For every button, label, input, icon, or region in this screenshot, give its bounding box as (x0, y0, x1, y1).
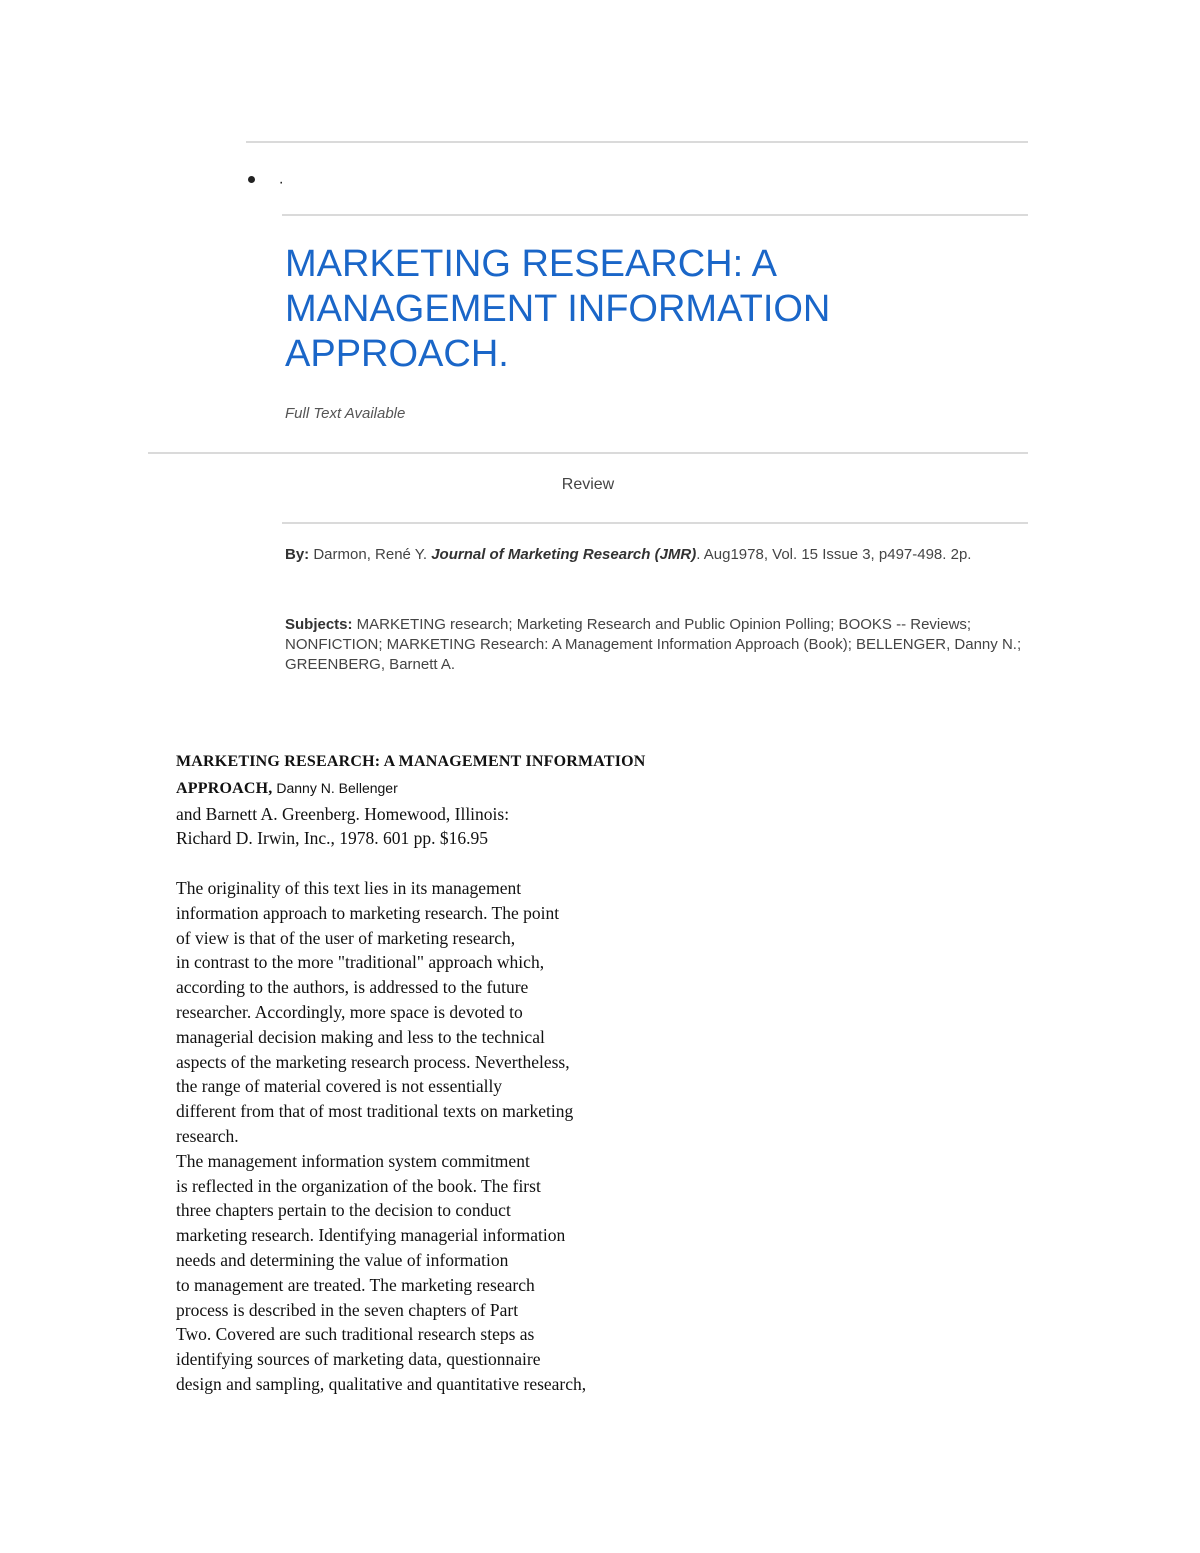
divider-doc-type (148, 452, 1028, 454)
body-line: The management information system commitment (176, 1150, 530, 1171)
body-line: is reflected in the organization of the book. The first (176, 1175, 541, 1196)
citation-details: . Aug1978, Vol. 15 Issue 3, p497-498. 2p. (696, 546, 972, 563)
article-body (176, 876, 796, 1397)
divider-top (246, 141, 1028, 143)
divider-title-top (282, 214, 1028, 216)
article-text (176, 750, 796, 1397)
body-line: managerial decision making and less to the technical (176, 1026, 545, 1047)
article-heading-line-1: MARKETING RESEARCH: A MANAGEMENT INFORMATION (176, 753, 646, 770)
body-line: design and sampling, qualitative and quantitative research, (176, 1373, 587, 1394)
body-line: the range of material covered is not essentially (176, 1076, 503, 1097)
citation-block (285, 545, 1025, 565)
record-title-link[interactable]: MARKETING RESEARCH: A MANAGEMENT INFORMATION APPROACH. (285, 243, 831, 375)
body-line: information approach to marketing research. The point (176, 902, 560, 923)
author-name: Darmon, René Y. (309, 546, 432, 563)
body-line: process is described in the seven chapters of Part (176, 1299, 519, 1320)
body-line: needs and determining the value of information (176, 1249, 509, 1270)
body-line: Two. Covered are such traditional research steps as (176, 1324, 535, 1345)
result-index: . (279, 170, 284, 188)
body-line: marketing research. Identifying managerial information (176, 1225, 566, 1246)
body-line: in contrast to the more "traditional" approach which, (176, 952, 545, 973)
body-line: The originality of this text lies in its management (176, 877, 522, 898)
article-heading-line-2: APPROACH, (176, 779, 273, 797)
full-text-availability: Full Text Available (285, 405, 406, 422)
body-line: researcher. Accordingly, more space is devoted to (176, 1001, 523, 1022)
body-line: of view is that of the user of marketing research, (176, 927, 516, 948)
bullet-icon (248, 176, 255, 183)
publication-line-1: and Barnett A. Greenberg. Homewood, Illinois: (176, 803, 510, 824)
body-line: different from that of most traditional texts on marketing (176, 1101, 574, 1122)
body-line: to management are treated. The marketing research (176, 1274, 535, 1295)
article-heading-author: Danny N. Bellenger (272, 779, 398, 796)
document-type: Review (561, 476, 615, 493)
body-line: identifying sources of marketing data, questionnaire (176, 1349, 541, 1370)
body-line: aspects of the marketing research process. Nevertheless, (176, 1051, 570, 1072)
result-list-item (248, 168, 283, 189)
body-line: research. (176, 1125, 239, 1146)
journal-name[interactable]: Journal of Marketing Research (JMR) (431, 546, 697, 563)
body-line: three chapters pertain to the decision to conduct (176, 1200, 511, 1221)
subjects-block (285, 615, 1025, 675)
body-line: according to the authors, is addressed to the future (176, 977, 529, 998)
subjects-list: MARKETING research; Marketing Research and Public Opinion Polling; BOOKS -- Reviews; NONFICTION; MARKETING Research: A Management Information Approach (Book); BELLENGER, Danny N.; GREENBERG, Barnett A. (285, 616, 1022, 673)
by-label: By: (285, 546, 310, 563)
divider-meta (282, 522, 1028, 524)
subjects-label: Subjects: (285, 616, 353, 633)
publication-line-2: Richard D. Irwin, Inc., 1978. 601 pp. $16.95 (176, 828, 489, 849)
